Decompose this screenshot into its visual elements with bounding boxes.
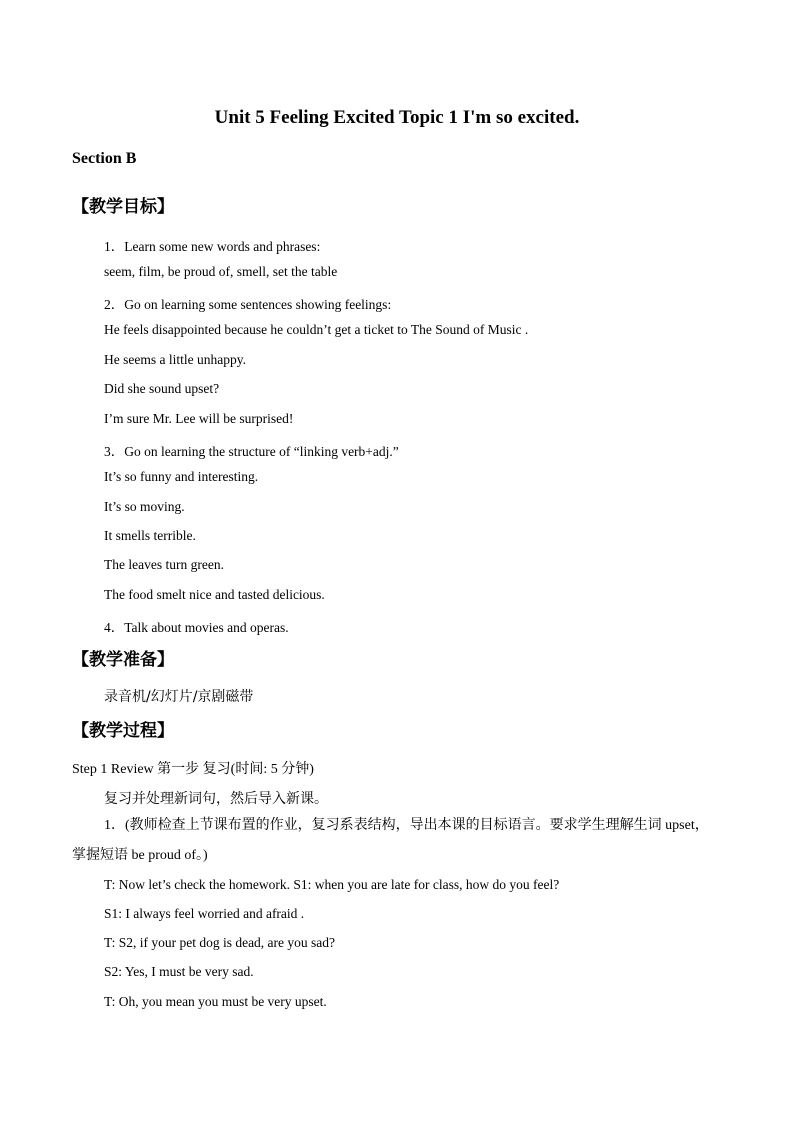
title-text: Unit 5 Feeling Excited Topic 1 I'm so excited. [214, 107, 580, 128]
objective-line: Did she sound upset? [104, 381, 220, 396]
objective-line: He feels disappointed because he couldn’t get a ticket to The Sound of Music . [104, 322, 529, 337]
objective-line: The leaves turn green. [104, 557, 224, 572]
dialogue-line: T: Now let’s check the homework. S1: when you are late for class, how do you feel? [104, 877, 560, 892]
document-title [0, 107, 794, 129]
objective-line: 1．Learn some new words and phrases: [104, 239, 321, 254]
objective-line: 3．Go on learning the structure of “linking verb+adj.” [104, 444, 399, 459]
step1-intro: 复习并处理新词句，然后导入新课。 [104, 791, 328, 807]
objective-line: 2．Go on learning some sentences showing feelings: [104, 297, 392, 312]
objective-line: It’s so funny and interesting. [104, 469, 259, 484]
dialogue-line: S1: I always feel worried and afraid . [104, 906, 305, 921]
objective-line: seem, film, be proud of, smell, set the table [104, 264, 338, 279]
process-heading: 【教学过程】 [72, 721, 174, 741]
objective-line: It smells terrible. [104, 528, 196, 543]
objective-line: I’m sure Mr. Lee will be surprised! [104, 411, 294, 426]
dialogue-line: T: S2, if your pet dog is dead, are you sad? [104, 935, 336, 950]
objective-line: 4．Talk about movies and operas. [104, 620, 289, 635]
preparation-text: 录音机/幻灯片/京剧磁带 [104, 689, 254, 705]
objectives-heading: 【教学目标】 [72, 197, 174, 217]
step1-item1 [72, 811, 722, 871]
objective-line: He seems a little unhappy. [104, 352, 246, 367]
objective-line: It’s so moving. [104, 499, 185, 514]
step1-label: Step 1 Review 第一步 复习(时间: 5 分钟) [72, 762, 314, 777]
preparation-heading: 【教学准备】 [72, 650, 174, 670]
section-label: Section B [72, 150, 137, 167]
objective-line: The food smelt nice and tasted delicious. [104, 587, 325, 602]
step1-item1-text: 1．(教师检查上节课布置的作业，复习系表结构，导出本课的目标语言。要求学生理解生词 upset，掌握短语 be proud of。) [72, 818, 709, 863]
dialogue-line: T: Oh, you mean you must be very upset. [104, 994, 327, 1009]
dialogue-line: S2: Yes, I must be very sad. [104, 964, 254, 979]
